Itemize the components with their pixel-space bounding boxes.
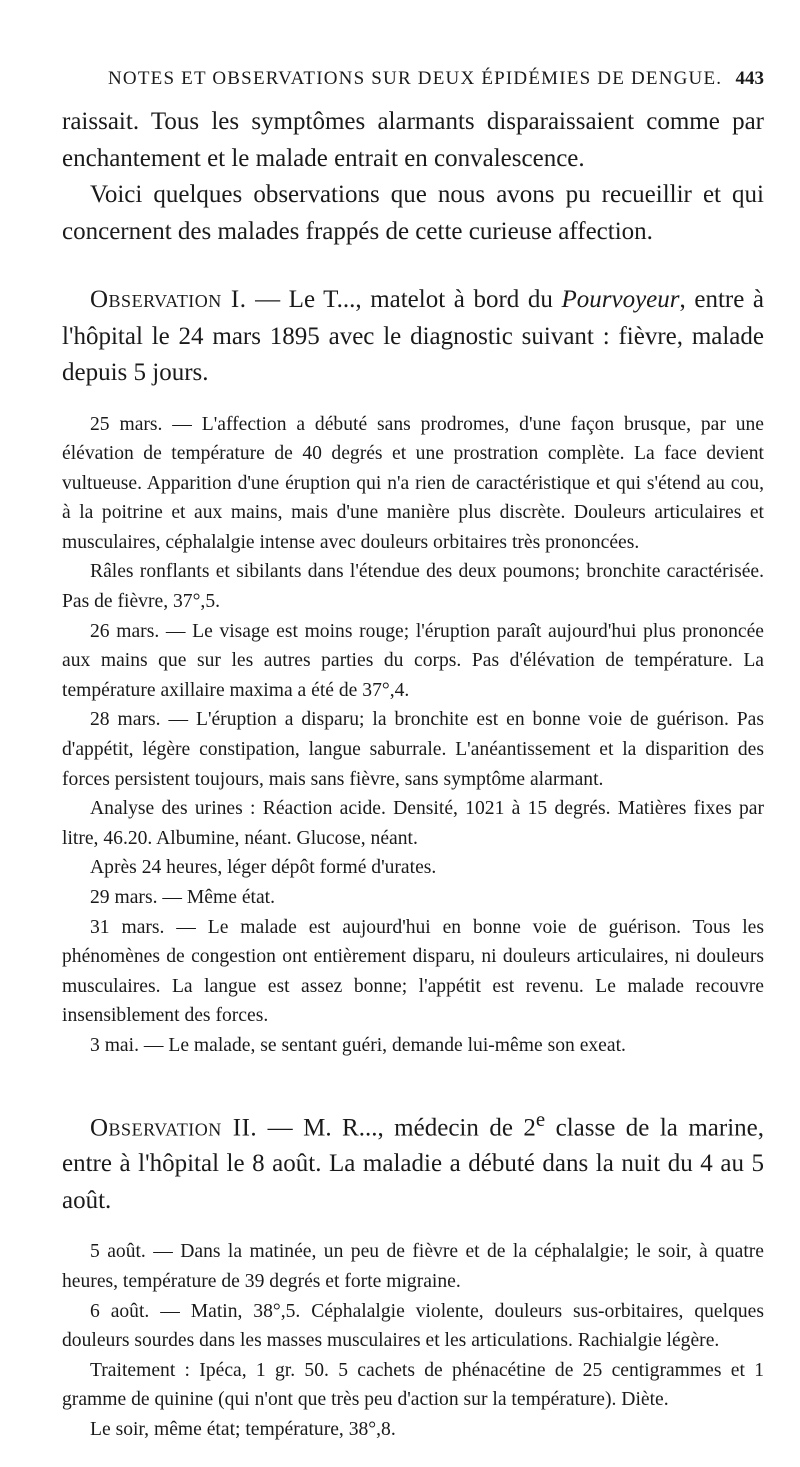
obs2-paragraph: Le soir, même état; température, 38°,8. [90, 1418, 396, 1440]
obs1-paragraph: Analyse des urines : Réaction acide. Densité, 1021 à 15 degrés. Matières fixes par litre, 46.20. Albumine, néant. Glucose, néant. [62, 798, 764, 849]
observation-1-label: Observation I. [90, 286, 247, 313]
obs1-paragraph: 26 mars. — Le visage est moins rouge; l'éruption paraît aujourd'hui plus prononcée aux mains que sur les autres parties du corps. Pas d'élévation de température. La température axillaire maxima a été de 37°,4. [62, 620, 764, 701]
page-number: 443 [735, 68, 764, 89]
obs2-paragraph: 6 août. — Matin, 38°,5. Céphalalgie violente, douleurs sus-orbitaires, quelques douleurs sourdes dans les masses musculaires et les articulations. Rachialgie légère. [62, 1300, 764, 1352]
obs2-paragraph: 5 août. — Dans la matinée, un peu de fièvre et de la céphalalgie; le soir, à quatre heures, température de 39 degrés et forte migraine. [62, 1241, 764, 1292]
observation-1-body [62, 410, 764, 1061]
observation-1-heading [62, 282, 764, 392]
observation-2-heading-a: — M. R..., médecin de 2 [257, 1113, 536, 1141]
obs1-paragraph: 28 mars. — L'éruption a disparu; la bronchite est en bonne voie de guérison. Pas d'appétit, légère constipation, langue saburrale. L'anéantissement et la disparition des forces persistent toujours, mais sans fièvre, sans symptôme alarmant. [62, 709, 764, 790]
obs2-paragraph: Traitement : Ipéca, 1 gr. 50. 5 cachets de phénacétine de 25 centigrammes et 1 gramme de quinine (qui n'ont que très peu d'action sur la température). Diète. [62, 1359, 764, 1411]
obs1-paragraph: Râles ronflants et sibilants dans l'étendue des deux poumons; bronchite caractérisée. Pas de fièvre, 37°,5. [62, 561, 764, 613]
running-head [62, 68, 764, 90]
obs1-paragraph: 3 mai. — Le malade, se sentant guéri, demande lui-même son exeat. [90, 1034, 626, 1056]
observation-2-heading-b: classe de la marine, entre à l'hôpital le 8 août. La maladie a débuté dans la nuit du 4 au 5 août. [62, 1113, 764, 1214]
obs1-paragraph: 31 mars. — Le malade est aujourd'hui en bonne voie de guérison. Tous les phénomènes de congestion ont entièrement disparu, ni douleurs articulaires, ni douleurs musculaires. La langue est assez bonne; l'appétit est revenu. Le malade recouvre insensiblement des forces. [62, 916, 764, 1027]
running-title: NOTES ET OBSERVATIONS SUR DEUX ÉPIDÉMIES DE DENGUE. [108, 68, 723, 89]
observation-1-heading-b: , entre à l'hôpital le 24 mars 1895 avec le diagnostic suivant : fièvre, malade depuis 5 jours. [62, 286, 764, 386]
observation-2-label: Observation II. [90, 1113, 258, 1141]
obs1-paragraph: 29 mars. — Même état. [90, 887, 276, 908]
intro-paragraph-2: Voici quelques observations que nous avons pu recueillir et qui concernent des malades frappés de cette curieuse affection. [62, 181, 764, 245]
observation-1-heading-a: — Le T..., matelot à bord du [246, 286, 562, 313]
ship-name: Pourvoyeur [561, 286, 680, 313]
intro-paragraph-1: raissait. Tous les symptômes alarmants disparaissaient comme par enchantement et le malade entrait en convalescence. [62, 108, 764, 172]
observation-2-heading [62, 1101, 764, 1220]
observation-2-body [62, 1237, 764, 1444]
ordinal-superscript: e [535, 1106, 546, 1131]
obs1-paragraph: 25 mars. — L'affection a débuté sans prodromes, d'une façon brusque, par une élévation de température de 40 degrés et une prostration complète. La face devient vultueuse. Apparition d'une éruption qui n'a rien de caractéristique et qui s'étend au cou, à la poitrine et aux mains, mais d'une manière plus discrète. Douleurs articulaires et musculaires, céphalalgie intense avec douleurs orbitaires très prononcées. [62, 413, 764, 553]
obs1-paragraph: Après 24 heures, léger dépôt formé d'urates. [90, 857, 437, 879]
